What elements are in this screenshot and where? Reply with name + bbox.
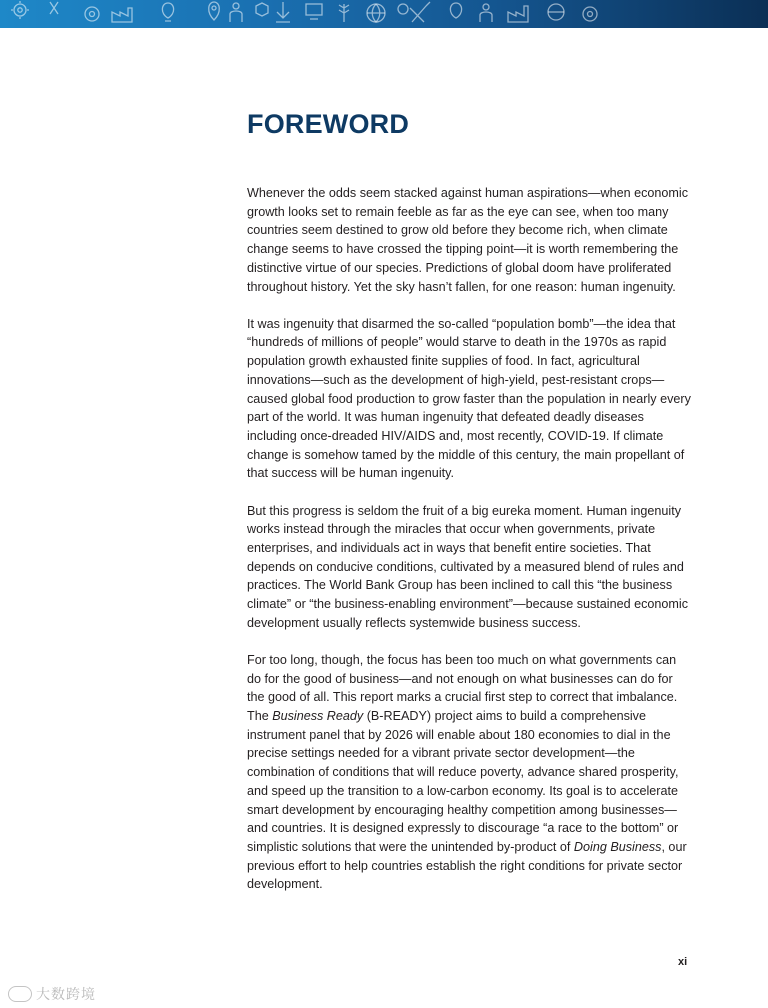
person-icon	[480, 4, 492, 22]
paragraph-3: But this progress is seldom the fruit of a big eureka moment. Human ingenuity works instead through the miracles that occur when governments, private enterprises, and individuals act in ways that benefit entire societies. That depends on conducive conditions, cultivated by a measured blend of rules and practices. The World Bank Group has been inclined to call this “the business climate” or “the business-enabling environment”—because sustained economic development usually reflects systemwide business success.	[247, 503, 689, 630]
paragraph-4-text: (B-READY) project aims to build a comprehensive instrument panel that by 2026 will enable about 180 economies to dial in the precise settings needed for a vibrant private sector development—the combination of conditions that will reduce poverty, advance shared prosperity, and speed up the transition to a low-carbon economy. Its goal is to accelerate smart development by encouraging healthy competition among businesses—and countries. It is designed expressly to discourage “a race to the bottom” or simplistic solutions that were the unintended by-product of	[247, 709, 679, 854]
doing-business-title: Doing Business	[573, 840, 662, 854]
wheat-icon	[339, 4, 349, 22]
paragraph-4-text: For too long, though, the focus has been too much on what governments can do for the good of business—and not enough on what businesses can do for the good of all. This report marks a crucial first step to correct that imbalance. The	[247, 652, 678, 724]
factory-icon	[508, 6, 528, 22]
page-title: FOREWORD	[247, 109, 410, 139]
lightbulb-icon	[450, 3, 461, 18]
factory-icon	[112, 8, 132, 22]
gear-icon	[11, 1, 29, 19]
globe-icon	[548, 4, 564, 20]
tools-icon	[410, 2, 430, 22]
gear-icon	[583, 7, 597, 21]
lightbulb-icon	[162, 3, 173, 21]
hexagon-icon	[256, 3, 268, 16]
foreword-content	[247, 108, 692, 913]
watermark-text: 大数跨境	[36, 986, 96, 1002]
paragraph-4-text: , our previous effort to help countries establish the right conditions for private sector development.	[247, 840, 687, 892]
gear-icon	[398, 4, 408, 14]
globe-icon	[367, 4, 385, 22]
arrow-down-icon	[276, 2, 290, 22]
paragraph-2: It was ingenuity that disarmed the so-called “population bomb”—the idea that “hundreds of millions of people” would starve to death in the 1970s as rapid population growth exhausted finite supplies of food. In fact, agricultural innovations—such as the development of high-yield, pest-resistant crops—caused global food production to grow faster than the population in nearly every part of the world. It was human ingenuity that defeated deadly diseases including once-dreaded HIV/AIDS and, most recently, COVID-19. If climate change is somehow tamed by the middle of this century, the main propellant of that success will be human ingenuity.	[247, 316, 691, 481]
person-icon	[230, 3, 242, 22]
location-pin-icon	[209, 2, 220, 20]
business-ready-title: Business Ready	[272, 709, 364, 724]
paragraph-4	[247, 651, 692, 894]
header-banner	[0, 0, 768, 28]
tools-icon	[50, 2, 58, 14]
page-number: xi	[678, 956, 688, 968]
banner-icon-pattern	[0, 0, 768, 28]
watermark-logo-icon	[8, 986, 32, 1002]
monitor-icon	[306, 4, 322, 19]
gear-icon	[85, 7, 99, 21]
paragraph-1: Whenever the odds seem stacked against human aspirations—when economic growth looks set to remain feeble as far as the eye can see, when too many countries seem destined to grow old before they become rich, when climate change seems to have crossed the tipping point—it is worth remembering the distinctive virtue of our species. Predictions of global doom have proliferated throughout history. Yet the sky hasn’t fallen, for one reason: human ingenuity.	[247, 186, 689, 294]
watermark	[8, 984, 96, 1004]
